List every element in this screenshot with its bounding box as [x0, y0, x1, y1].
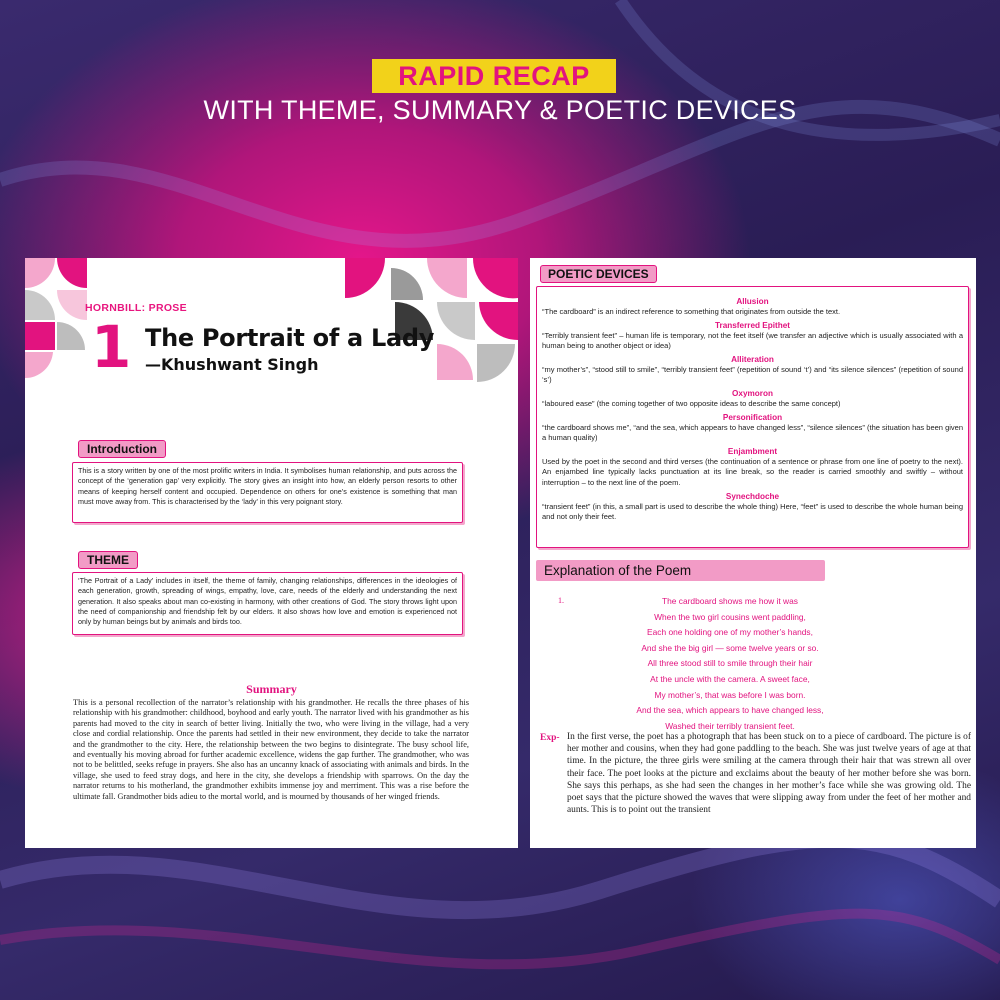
poem-line: Each one holding one of my mother’s hands,: [647, 627, 813, 638]
explanation-label: Exp-: [540, 733, 560, 743]
device-name: Transferred Epithet: [714, 320, 791, 330]
device-text: Used by the poet in the second and third verses (the continuation of a sentence or phrase from one line of poetry to the next). An enjambed line typically lacks punctuation at its line break, so the reader is carried smoothly and swiftly – without interruption – to the next line of the poem.: [542, 456, 963, 487]
device-text: “transient feet” (in this, a small part is used to describe the whole thing) Here, “feet” is used to describe the whole human being and not only their feet.: [542, 501, 963, 522]
device-alliteration: [542, 354, 963, 386]
introduction-tab: Introduction: [78, 440, 166, 458]
device-text: “the cardboard shows me”, “and the sea, which appears to have changed less”, “silence silences” (the situation has been given a human quality): [542, 422, 963, 443]
explanation-tab: Explanation of the Poem: [536, 560, 825, 581]
device-text: “my mother’s”, “stood still to smile”, “terribly transient feet” (repetition of sound ‘t’) and “its silence silences” (repetition of sound ‘s’): [542, 364, 963, 385]
device-text: “Terribly transient feet” – human life is temporary, not the feet itself (we transfer an adjective which is usually associated with a human being to another object or idea): [542, 330, 963, 351]
poem-number: 1.: [558, 596, 564, 605]
device-synechdoche: [542, 491, 963, 523]
chapter-author: —Khushwant Singh: [145, 355, 319, 374]
chapter-tag: HORNBILL: PROSE: [85, 302, 187, 314]
summary-heading: Summary: [246, 682, 297, 696]
poem-line: My mother’s, that was before I was born.: [654, 689, 806, 700]
theme-tab: THEME: [78, 551, 138, 569]
chapter-title: The Portrait of a Lady: [145, 324, 435, 352]
rapid-recap-badge: [372, 59, 616, 93]
poem-line: Washed their terribly transient feet.: [665, 720, 795, 731]
poem-line: And the sea, which appears to have changed less,: [636, 705, 824, 716]
badge-text: RAPID RECAP: [398, 60, 590, 91]
poetic-devices-box: [536, 286, 969, 548]
device-personification: [542, 412, 963, 444]
right-page: [530, 258, 976, 848]
device-allusion: [542, 296, 963, 318]
device-oxymoron: [542, 388, 963, 410]
device-name: Alliteration: [731, 354, 774, 364]
poetic-devices-tab: POETIC DEVICES: [540, 265, 657, 283]
theme-box: ‘The Portrait of a Lady’ includes in itself, the theme of family, changing relationships, differences in the ideologies of each generation, growth, spreading of wings, empathy, love, care, needs of the elderly and understanding the next generation. It also speaks about man co-existing in harmony, with other creations of God. The story throws light upon the need of companionship and friendship felt by our elders. It also shows how love and emotion is experienced not only by human beings but by animals and birds too.: [72, 572, 463, 635]
poem-line: And she the big girl — some twelve years or so.: [641, 642, 819, 653]
poem-line: At the uncle with the camera. A sweet face,: [650, 673, 810, 684]
device-transferred-epithet: [542, 320, 963, 352]
decorative-shapes-left: [25, 258, 87, 378]
device-name: Oxymoron: [732, 388, 773, 398]
device-name: Personification: [722, 412, 783, 422]
device-text: “laboured ease” (the coming together of two opposite ideas to describe the same concept): [542, 398, 841, 408]
explanation-text: In the first verse, the poet has a photograph that has been stuck on to a piece of cardboard. The picture is of her mother and cousins, when they had gone paddling to the beach. She was just twelve years of age at that time. In the picture, the three girls were smiling at the camera through their hair that was strewn all over their face. The poet looks at the picture and exclaims about the beauty of her mother before she was born. She says this perhaps, as she had seen the changes in her mother’s face while she was growing old. The poet says that the picture showed the waves that were slipping away from under the feet of her mother and aunts. This is to point out the transient: [567, 732, 971, 816]
page-subtitle: WITH THEME, SUMMARY & POETIC DEVICES: [203, 95, 797, 125]
device-name: Enjambment: [727, 446, 778, 456]
device-name: Allusion: [736, 297, 769, 306]
left-page: [25, 258, 518, 848]
chapter-number: 1: [91, 313, 132, 381]
poem-line: The cardboard shows me how it was: [662, 596, 798, 606]
device-enjambment: [542, 446, 963, 489]
device-text: “The cardboard” is an indirect reference to something that originates from outside the text.: [542, 307, 841, 316]
summary-text: This is a personal recollection of the narrator’s relationship with his grandmother. He recalls the three phases of his relationship with his grandmother: childhood, boyhood and early youth. The narrator lived with his grandmother as his parents had moved to the city in search of better living. Initially the two, who were living in the village, had a very close and cordial relationship. Once the parents had settled in their new environment, they decide to take the narrator and the grandmother to the city. Here, the relationship between the two begins to disintegrate. The busy school life, and eventually his moving abroad for further academic excellence, widens the gap further. The grandmother, who was not to be belittled, seeks refuge in prayers. She also has an uncanny knack of associating with animals and birds. In the village, she used to feed stray dogs, and here in the city, she develops a friendship with sparrows. On the day the narrator returns to his motherland, the grandmother exhibits immense joy and merriment. This was a rise before the ultimate fall. Grandmother bids adieu to the mortal world, and is mourned by thousands of her winged friends.: [73, 698, 469, 801]
decorative-shapes-right: [345, 258, 518, 382]
introduction-box: This is a story written by one of the most prolific writers in India. It symbolises human relationship, and puts across the concept of the ‘generation gap’ very explicitly. The story gives an insight into how, an elderly person resorts to other means of keeping herself content and occupied. Dependence on others for one’s existence is something that man must move away from. This is characterised by the ‘lady’ in this very poignant story.: [72, 462, 463, 523]
device-name: Synechdoche: [725, 491, 780, 501]
poem-stanza: [590, 594, 870, 734]
poem-line: When the two girl cousins went paddling,: [654, 611, 806, 622]
poem-line: All three stood still to smile through their hair: [647, 658, 813, 669]
